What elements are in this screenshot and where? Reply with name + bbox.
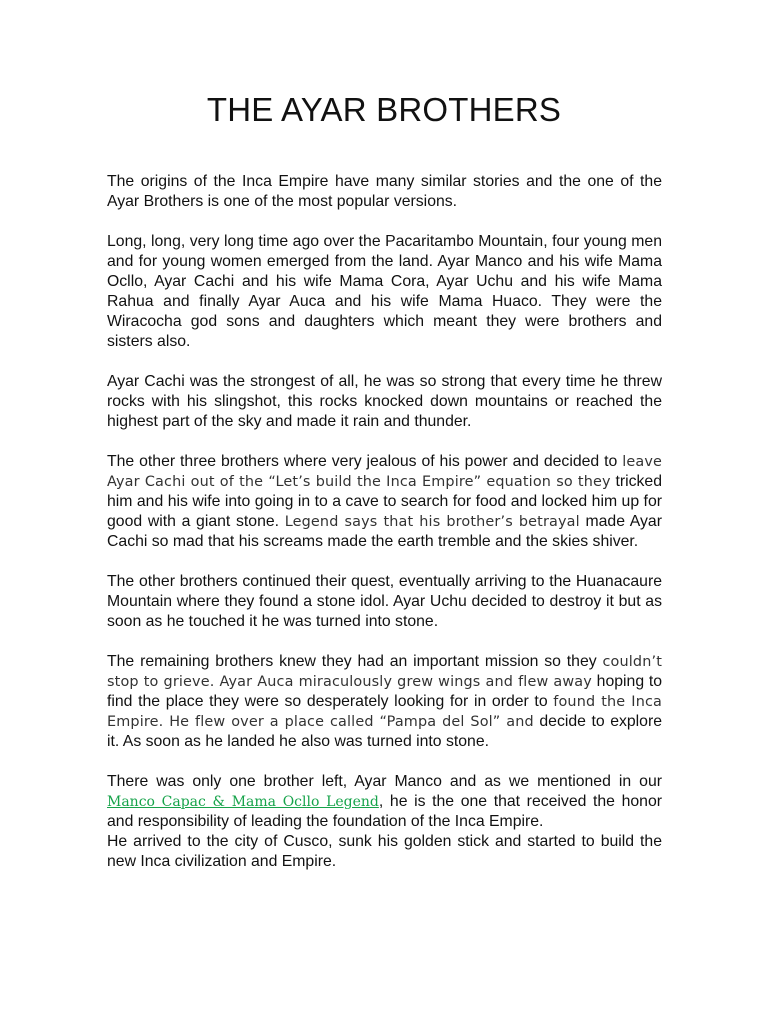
document-body (107, 172, 662, 892)
paragraph-1: The origins of the Inca Empire have many similar stories and the one of the Ayar Brothers is one of the most popular versions. (107, 173, 662, 210)
paragraph-8: He arrived to the city of Cusco, sunk his golden stick and started to build the new Inca civilization and Empire. (107, 833, 662, 870)
paragraph-4-part-b: leave Ayar Cachi out of the “Let’s build the Inca Empire” equation so they (107, 454, 662, 490)
paragraph-6 (107, 652, 662, 752)
paragraph-4-part-e: made Ayar Cachi so mad that his screams made the earth tremble and the skies shiver. (107, 513, 662, 550)
paragraph-5: The other brothers continued their quest, eventually arriving to the Huanacaure Mountain where they found a stone idol. Ayar Uchu decided to destroy it but as soon as he touched it he was turned into stone. (107, 573, 662, 630)
paragraph-7-part-b: , he is the one that received the honor and responsibility of leading the foundation of the Inca Empire. (107, 793, 662, 830)
paragraph-4-part-c: tricked him and his wife into going in to a cave to search for food and locked him up for good with a giant stone. (107, 473, 663, 530)
paragraph-7 (107, 772, 662, 832)
legend-link[interactable]: Manco Capac & Mama Ocllo Legend (107, 794, 379, 810)
paragraph-6-part-c: hoping to find the place they were so desperately looking for in order to (107, 673, 662, 710)
paragraph-6-part-b: couldn’t stop to grieve. Ayar Auca miraculously grew wings and flew away (107, 654, 662, 690)
document-title: THE AYAR BROTHERS (206, 91, 562, 128)
paragraph-4-part-d: Legend says that his brother’s betrayal (284, 514, 580, 530)
paragraph-4 (107, 452, 662, 552)
paragraph-4-part-a: The other three brothers where very jealous of his power and decided to (107, 453, 623, 470)
paragraph-7-part-a: There was only one brother left, Ayar Manco and as we mentioned in our (107, 773, 662, 790)
paragraph-6-part-a: The remaining brothers knew they had an important mission so they (107, 653, 603, 670)
paragraph-6-part-e: decide to explore it. As soon as he landed he also was turned into stone. (107, 713, 662, 750)
paragraph-6-part-d: found the Inca Empire. He flew over a place called “Pampa del Sol” and (107, 694, 662, 730)
paragraph-2: Long, long, very long time ago over the Pacaritambo Mountain, four young men and for young women emerged from the land. Ayar Manco and his wife Mama Ocllo, Ayar Cachi and his wife Mama Cora, Ayar Uchu and his wife Mama Rahua and finally Ayar Auca and his wife Mama Huaco. They were the Wiracocha god sons and daughters which meant they were brothers and sisters also. (107, 233, 662, 350)
paragraph-3: Ayar Cachi was the strongest of all, he was so strong that every time he threw rocks with his slingshot, this rocks knocked down mountains or reached the highest part of the sky and made it rain and thunder. (107, 373, 662, 430)
